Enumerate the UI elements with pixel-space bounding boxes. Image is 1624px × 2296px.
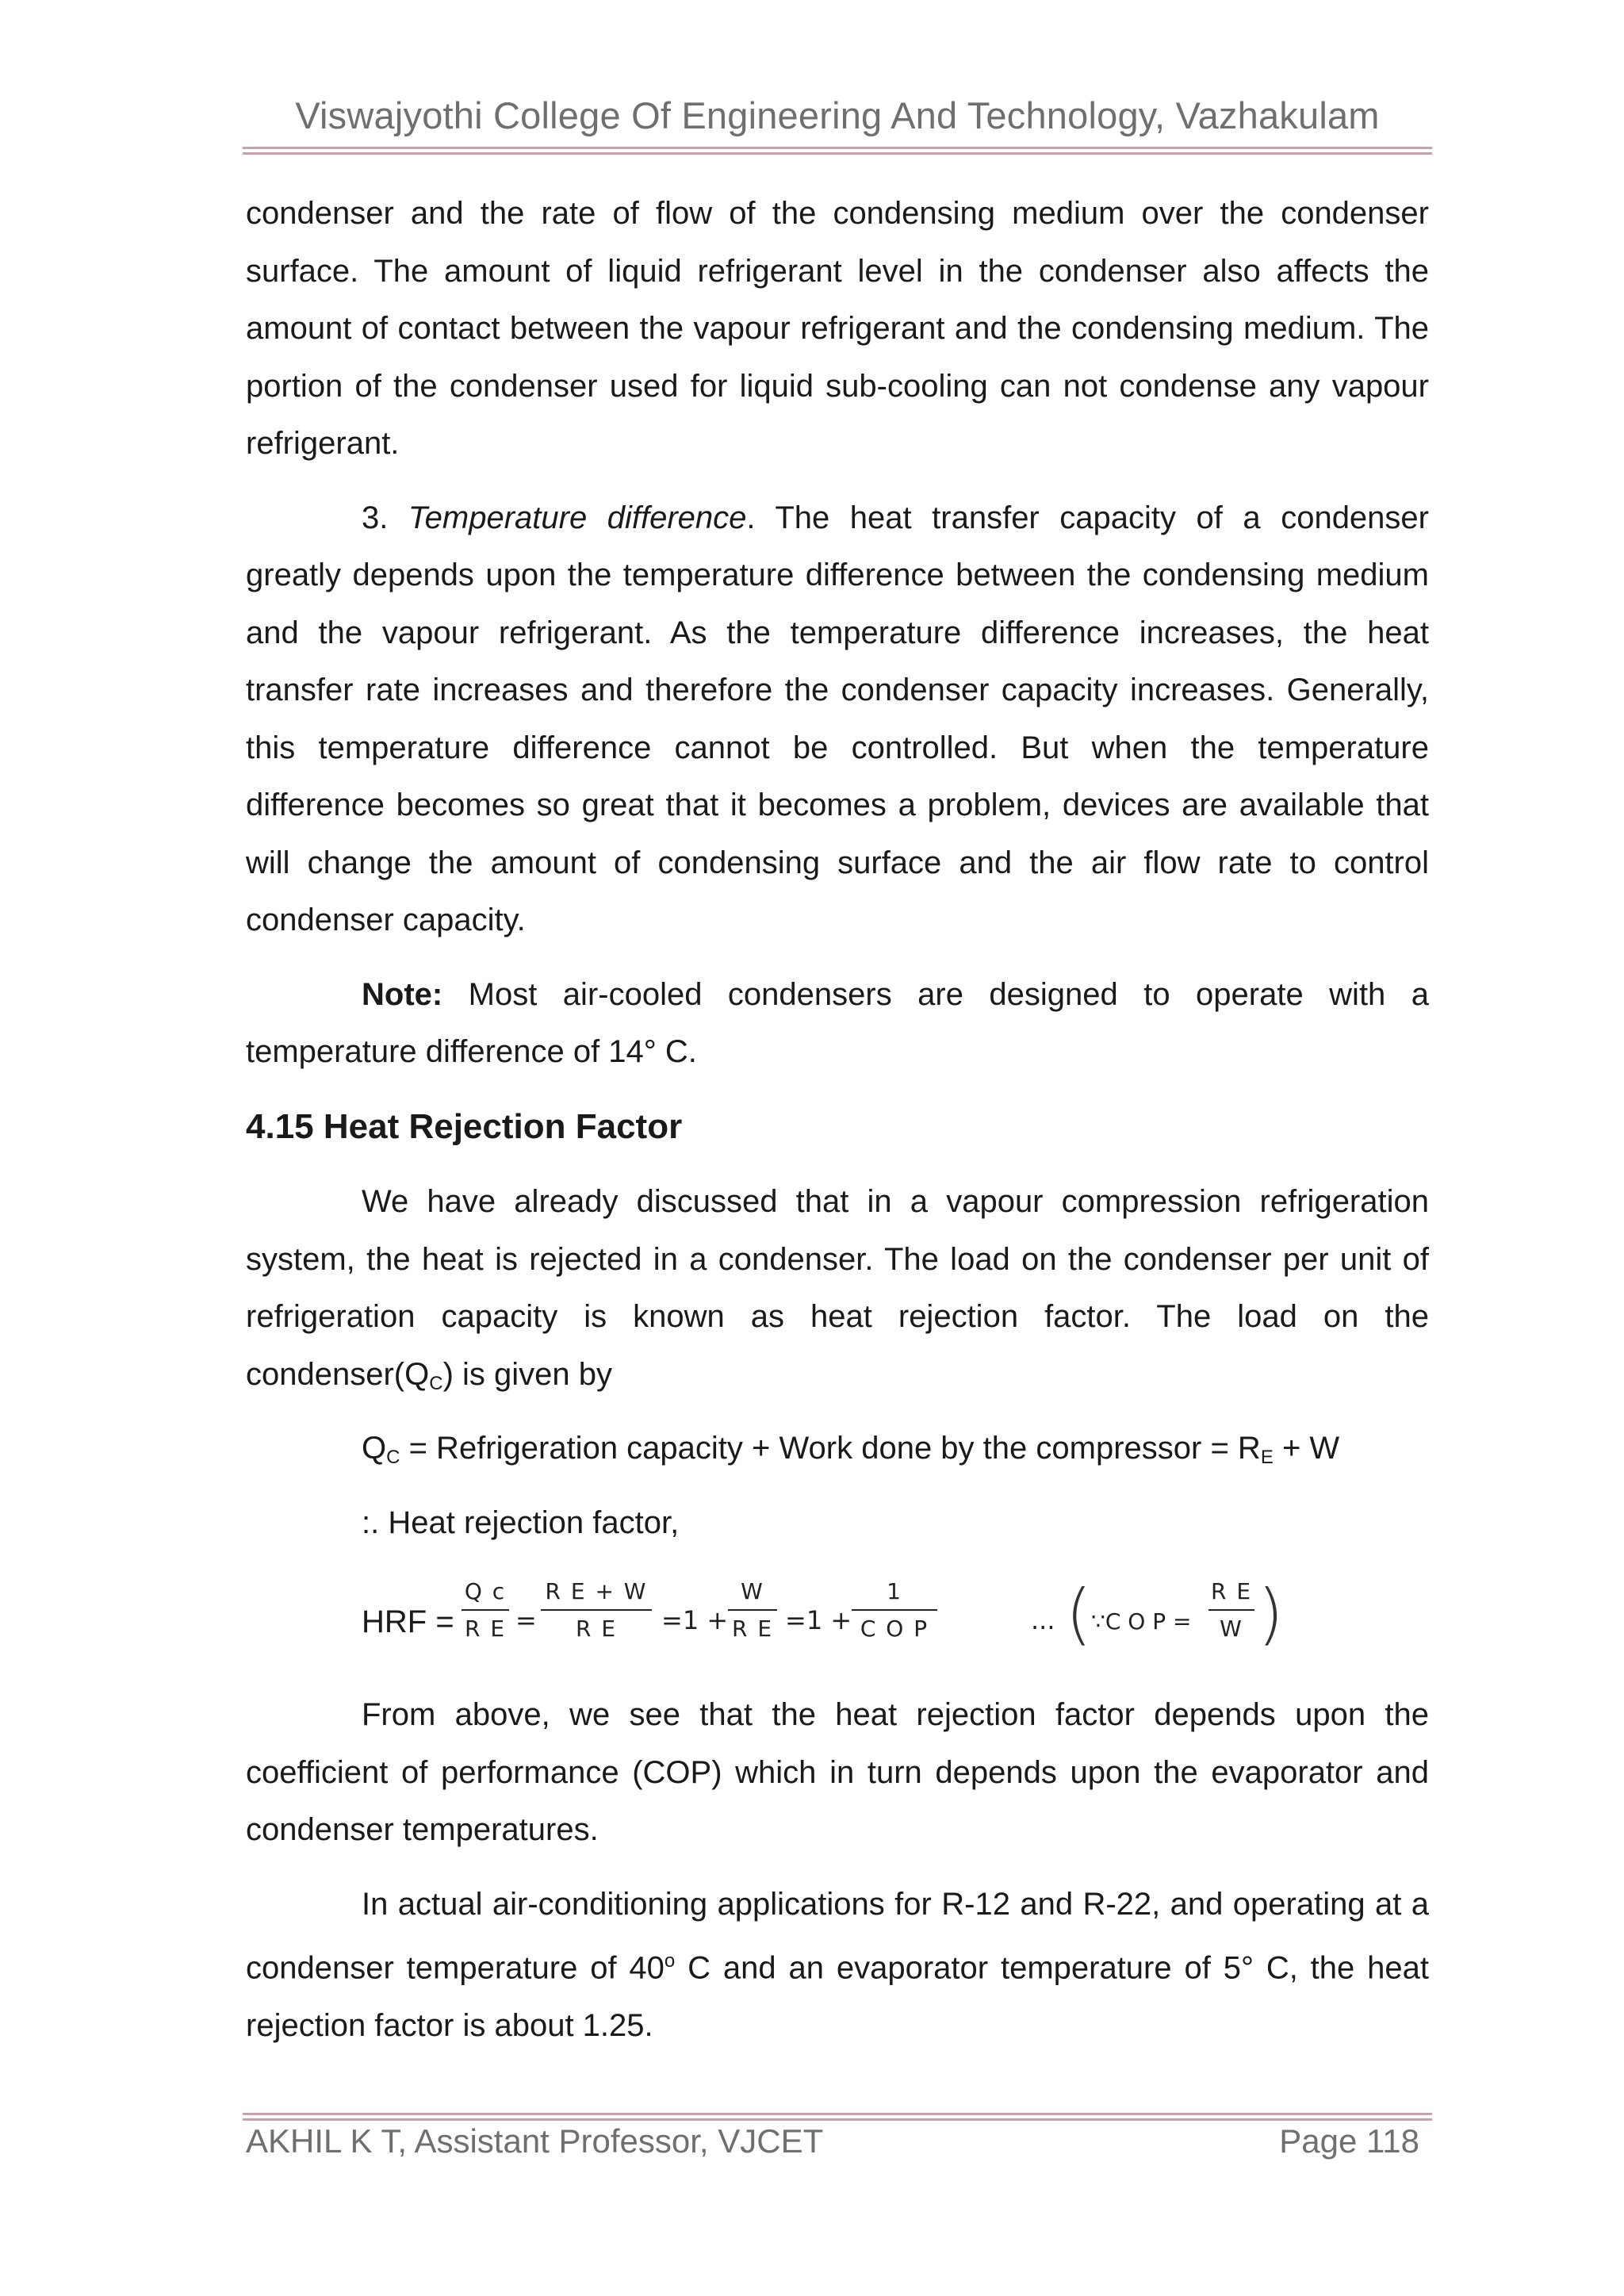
equals-one-plus: =1 +: [785, 1605, 852, 1635]
fraction-qc-re: [462, 1578, 509, 1642]
note-text: Most air-cooled condensers are designed to operate with a temperature difference of 14° C.: [246, 976, 1429, 1069]
fraction-rew-re: [541, 1578, 652, 1642]
subscript: E: [1260, 1447, 1274, 1468]
equation-text: Q: [362, 1431, 387, 1466]
paragraph-text: We have already discussed that in a vapour compression refrigeration system, the heat is rejected in a condenser. The load on the condenser per unit of refrigeration capacity is known as heat rejection factor. The load on the condenser(Q: [246, 1184, 1429, 1392]
page-number: Page 118: [1279, 2122, 1419, 2160]
fraction-numerator: W: [741, 1578, 764, 1604]
ellipsis: ...: [1031, 1605, 1055, 1635]
right-paren: ): [1258, 1575, 1284, 1653]
section-heading: 4.15 Heat Rejection Factor: [246, 1106, 683, 1146]
fraction-numerator: R E + W: [545, 1578, 648, 1604]
fraction-denominator: R E: [731, 1616, 774, 1642]
fraction-numerator: R E: [1210, 1578, 1253, 1604]
fraction-bar: [852, 1609, 937, 1611]
paragraph-text: . The heat transfer capacity of a condenser greatly depends upon the temperature difference between the condensing medium and the vapour refrigerant. As the temperature difference increases, the heat transfer rate increases and therefore the condenser capacity increases. Generally, this temperature difference cannot be controlled. But when the temperature difference becomes so great that it becomes a problem, devices are available that will change the amount of condensing surface and the air flow rate to control condenser capacity.: [246, 500, 1429, 937]
paragraph-text: ) is given by: [442, 1356, 612, 1392]
because-cop: ∵C O P =: [1091, 1608, 1192, 1635]
fraction-denominator: R E: [464, 1616, 507, 1642]
fraction-numerator: Q c: [464, 1578, 507, 1604]
fraction-denominator: C O P: [860, 1616, 929, 1642]
list-number: 3.: [362, 500, 408, 535]
page-header: Viswajyothi College Of Engineering And Technology, Vazhakulam: [295, 94, 1380, 136]
footer-author: AKHIL K T, Assistant Professor, VJCET: [246, 2122, 824, 2160]
note-paragraph: [246, 966, 1429, 1081]
heat-rejection-factor-label: :. Heat rejection factor,: [362, 1504, 680, 1540]
term-temperature-difference: Temperature difference: [408, 500, 747, 535]
paragraph-actual-applications: [246, 1876, 1429, 2055]
fraction-numerator: 1: [887, 1578, 902, 1604]
fraction-w-re: [728, 1578, 777, 1642]
page-body: [246, 185, 1429, 2054]
fraction-bar: [1208, 1609, 1254, 1611]
paragraph-text: In actual air-conditioning applications for R-12 and R-22, and operating at a condenser temperature of 40: [246, 1886, 1429, 1986]
fraction-one-cop: [852, 1578, 937, 1642]
footer-divider: [243, 2113, 1432, 2121]
fraction-bar: [541, 1609, 652, 1611]
header-divider: [243, 147, 1432, 155]
equation-text: = Refrigeration capacity + Work done by the compressor = R: [400, 1431, 1261, 1466]
subscript: C: [386, 1447, 400, 1468]
paragraph-temperature-difference: [246, 489, 1429, 949]
note-label: Note:: [362, 976, 443, 1012]
paragraph-condenser-flow: condenser and the rate of flow of the condensing medium over the condenser surface. The amount of liquid refrigerant level in the condenser also affects the amount of contact between the vapour refrigerant and the condensing medium. The portion of the condenser used for liquid sub-cooling can not condense any vapour refrigerant.: [246, 196, 1429, 461]
paragraph-heat-rejection: [246, 1173, 1429, 1403]
fraction-denominator: R E: [575, 1616, 618, 1642]
fraction-denominator: W: [1220, 1616, 1243, 1642]
paragraph-text: C and an evaporator temperature of 5° C, the heat rejection factor is about 1.25.: [246, 1950, 1430, 2043]
degree-superscript: o: [664, 1950, 676, 1972]
paragraph-cop-dependence: From above, we see that the heat rejection factor depends upon the coefficient of performance (COP) which in turn depends upon the evaporator and condenser temperatures.: [246, 1697, 1429, 1847]
equals-sign: =: [515, 1605, 537, 1635]
equation-text: + W: [1273, 1431, 1340, 1466]
fraction-re-w: [1208, 1578, 1254, 1642]
fraction-bar: [462, 1609, 509, 1611]
left-paren: (: [1066, 1575, 1092, 1653]
fraction-bar: [728, 1609, 777, 1611]
hrf-formula: [362, 1575, 1392, 1673]
subscript: C: [429, 1372, 443, 1394]
equation-load: [246, 1420, 1429, 1478]
equals-one-plus: =1 +: [661, 1605, 729, 1635]
formula-label: HRF =: [362, 1604, 454, 1639]
